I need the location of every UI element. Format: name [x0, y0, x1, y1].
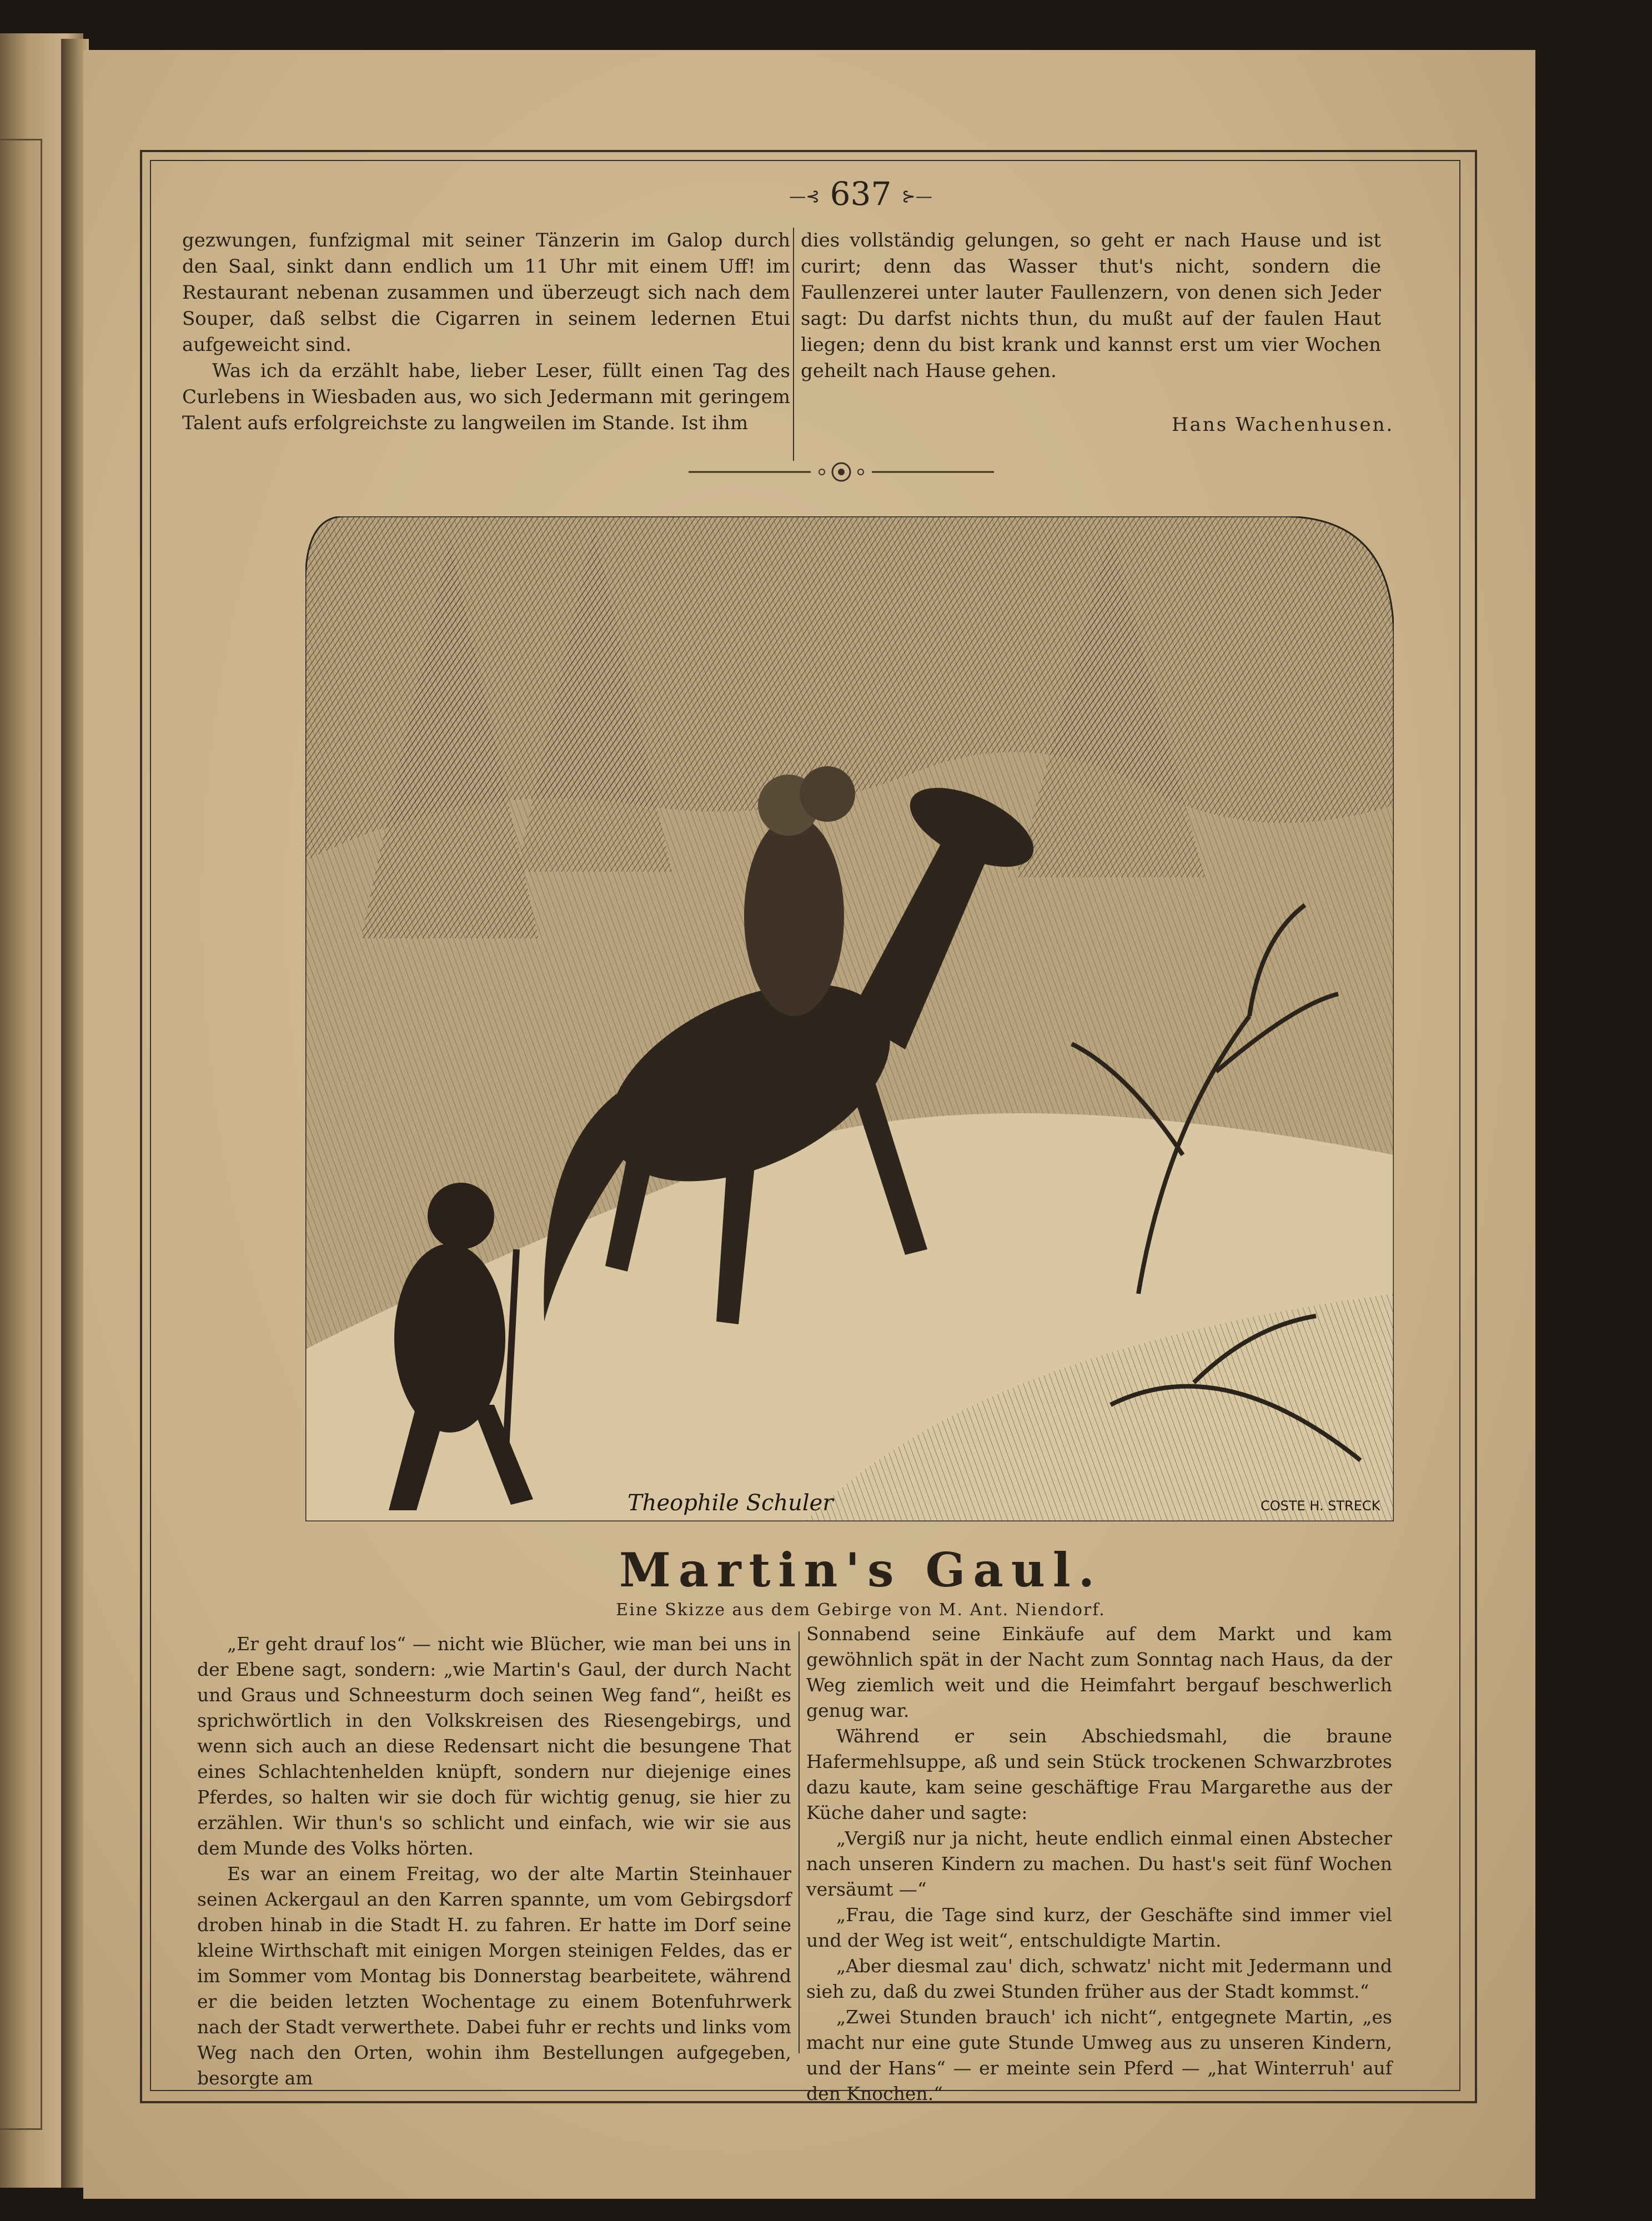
paragraph: „Zwei Stunden brauch' ich nicht“, entgegnete Martin, „es macht nur eine gute Stunde Umweg aus zu unseren Kindern, und der Hans“ — er meinte sein Pferd — „hat Winterruh' auf den Knochen.“	[806, 2006, 1392, 2104]
paragraph: „Er geht drauf los“ — nicht wie Blücher, wie man bei uns in der Ebene sagt, sondern: „wie Martin's Gaul, der durch Nacht und Graus und Schneesturm doch seinen Weg fand“, heißt es sprichwörtlich in den Volkskreisen des Riesengebirgs, und wenn sich auch an diese Redensart nicht die besungene That eines Schlachtenhelden knüpft, sondern nur diejenige eines Pferdes, so halten wir sie doch für wichtig genug, sie hier zu erzählen. Wir thun's so schlicht und einfach, wie wir sie aus dem Munde des Volks hörten.	[197, 1633, 791, 1859]
article-title: Martin's Gaul.	[619, 1542, 1103, 1597]
paragraph: Es war an einem Freitag, wo der alte Martin Steinhauer seinen Ackergaul an den Karren spannte, um vom Gebirgsdorf droben hinab in die Stadt H. zu fahren. Er hatte im Dorf seine kleine Wirthschaft mit einigen Morgen steinigen Feldes, das er im Sommer vom Montag bis Donnerstag bearbeitete, während er die beiden letzten Wochentage zu einem Botenfuhrwerk nach der Stadt verwerthete. Dabei fuhr er rechts und links vom Weg nach den Orten, wohin ihm Bestellungen aufgegeben, besorgte am	[197, 1863, 791, 2089]
bottom-right-column	[806, 1621, 1392, 2107]
artist-signature: Theophile Schuler	[627, 1490, 833, 1516]
left-page-frame	[0, 139, 42, 2130]
paragraph: Was ich da erzählt habe, lieber Leser, füllt einen Tag des Curlebens in Wiesbaden aus, wo sich Jedermann mit geringem Talent aufs erfolgreichste zu langweilen im Stande. Ist ihm	[182, 360, 790, 434]
separator-ornament	[683, 461, 1000, 483]
book-page	[83, 50, 1535, 2199]
top-right-column	[801, 228, 1381, 384]
paragraph: Während er sein Abschiedsmahl, die braune Hafermehlsuppe, aß und sein Stück trockenen Schwarzbrotes dazu kaute, kam seine geschäftige Frau Margarethe aus der Küche daher und sagte:	[806, 1725, 1392, 1823]
paragraph: „Aber diesmal zau' dich, schwatz' nicht mit Jedermann und sieh zu, daß du zwei Stunden früher aus der Stadt kommst.“	[806, 1955, 1392, 2002]
page-header	[777, 175, 944, 213]
paragraph: Sonnabend seine Einkäufe auf dem Markt und kam gewöhnlich spät in der Nacht zum Sonntag nach Haus, da der Weg ziemlich weit und die Heimfahrt bergauf beschwerlich genug war.	[806, 1623, 1392, 1721]
engraver-signature: COSTE H. STRECK	[1261, 1498, 1380, 1514]
page-number: 637	[830, 175, 892, 213]
header-ornament-right: ⊱—	[901, 187, 932, 207]
paragraph: „Frau, die Tage sind kurz, der Geschäfte sind immer viel und der Weg ist weit“, entschuldigte Martin.	[806, 1904, 1392, 1951]
paragraph: „Vergiß nur ja nicht, heute endlich einmal einen Abstecher nach unseren Kindern zu machen. Du hast's seit fünf Wochen versäumt —“	[806, 1827, 1392, 1900]
bottom-left-column	[197, 1631, 791, 2091]
header-ornament-left: —⊰	[789, 187, 820, 207]
paragraph: gezwungen, funfzigmal mit seiner Tänzerin im Galop durch den Saal, sinkt dann endlich um 11 Uhr mit einem Uff! im Restaurant nebenan zusammen und überzeugt sich nach dem Souper, daß selbst die Cigarren in seinem ledernen Etui aufgeweicht sind.	[182, 229, 790, 356]
column-divider	[799, 1631, 800, 2053]
article-subtitle: Eine Skizze aus dem Gebirge von M. Ant. Niendorf.	[616, 1600, 1106, 1620]
top-left-column	[182, 228, 790, 436]
author-signature: Hans Wachenhusen.	[1172, 414, 1394, 436]
paragraph: dies vollständig gelungen, so geht er nach Hause und ist curirt; denn das Wasser thut's nicht, sondern die Faullenzerei unter lauter Faullenzern, von denen sich Jeder sagt: Du darfst nichts thun, du mußt auf der faulen Haut liegen; denn du bist krank und kannst erst um vier Wochen geheilt nach Hause gehen.	[801, 229, 1381, 382]
engraving-illustration	[305, 516, 1394, 1521]
column-divider	[793, 228, 794, 461]
